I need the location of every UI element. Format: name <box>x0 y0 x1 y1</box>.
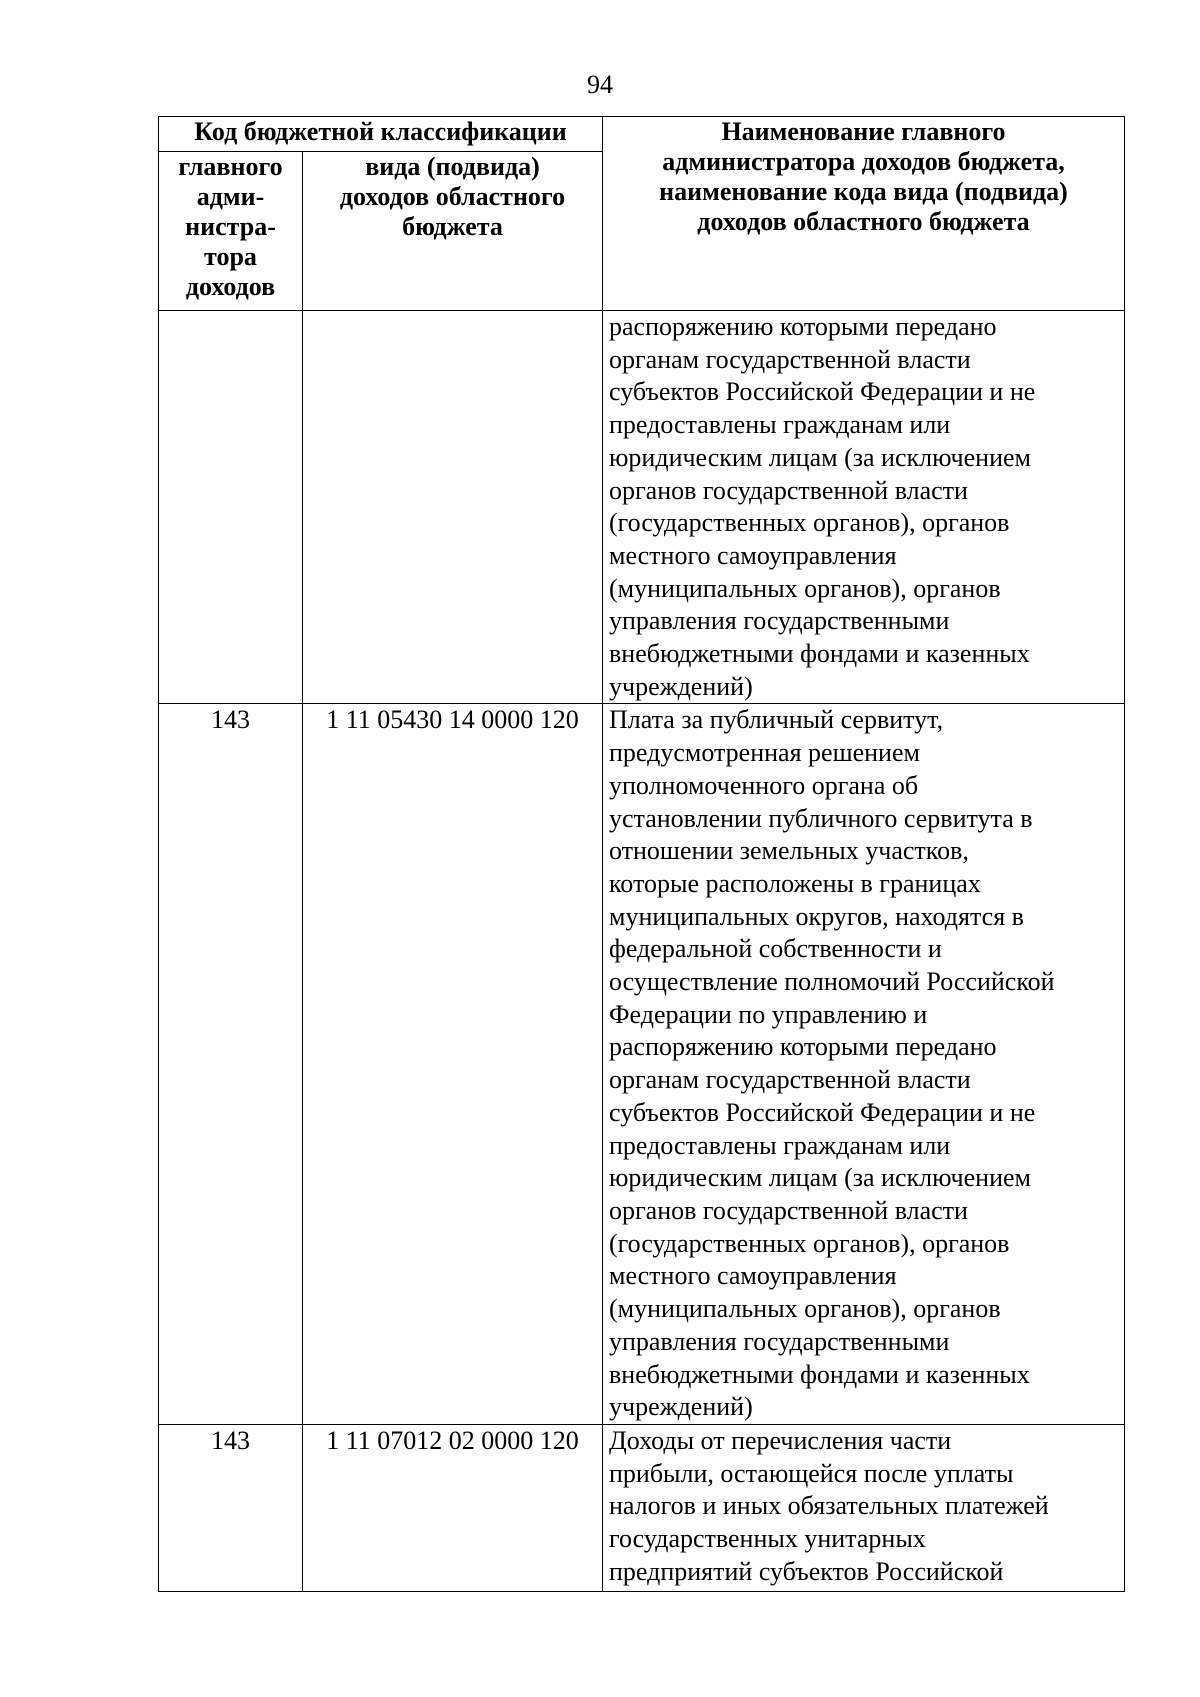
chief-administrator-header: главного адми- нистра- тора доходов <box>159 152 303 311</box>
revenue-type-header: вида (подвида) доходов областного бюджета <box>303 152 603 311</box>
revenue-name-cell: распоряжению которыми передано органам государственной власти субъектов Российской Федерации и не предоставлены гражданам или юридическим лицам (за исключением органов государственной власти (государственных органов), органов местного самоуправления (муниципальных органов), органов управления государственными внебюджетными фондами и казенных учреждений) <box>603 311 1125 704</box>
admin-code-cell <box>159 311 303 704</box>
revenue-name-cell: Плата за публичный сервитут, предусмотренная решением уполномоченного органа об установлении публичного сервитута в отношении земельных участков, которые расположены в границах муниципальных округов, находятся в федеральной собственности и осуществление полномочий Российской Федерации по управлению и распоряжению которыми передано органам государственной власти субъектов Российской Федерации и не предоставлены гражданам или юридическим лицам (за исключением органов государственной власти (государственных органов), органов местного самоуправления (муниципальных органов), органов управления государственными внебюджетными фондами и казенных учреждений) <box>603 704 1125 1424</box>
revenue-code-cell: 1 11 07012 02 0000 120 <box>303 1424 603 1591</box>
table-row <box>159 1424 1125 1591</box>
budget-code-group-header: Код бюджетной классификации <box>159 117 603 152</box>
table-row <box>159 704 1125 1424</box>
admin-code-cell: 143 <box>159 704 303 1424</box>
table-header <box>159 117 1125 311</box>
table-row <box>159 311 1125 704</box>
budget-classification-table <box>158 116 1125 1592</box>
revenue-name-header: Наименование главного администратора доходов бюджета, наименование кода вида (подвида) доходов областного бюджета <box>603 117 1125 311</box>
revenue-code-cell <box>303 311 603 704</box>
admin-code-cell: 143 <box>159 1424 303 1591</box>
table-body <box>159 311 1125 1592</box>
page-number: 94 <box>587 70 613 99</box>
revenue-name-cell: Доходы от перечисления части прибыли, остающейся после уплаты налогов и иных обязательных платежей государственных унитарных предприятий субъектов Российской <box>603 1424 1125 1591</box>
revenue-code-cell: 1 11 05430 14 0000 120 <box>303 704 603 1424</box>
